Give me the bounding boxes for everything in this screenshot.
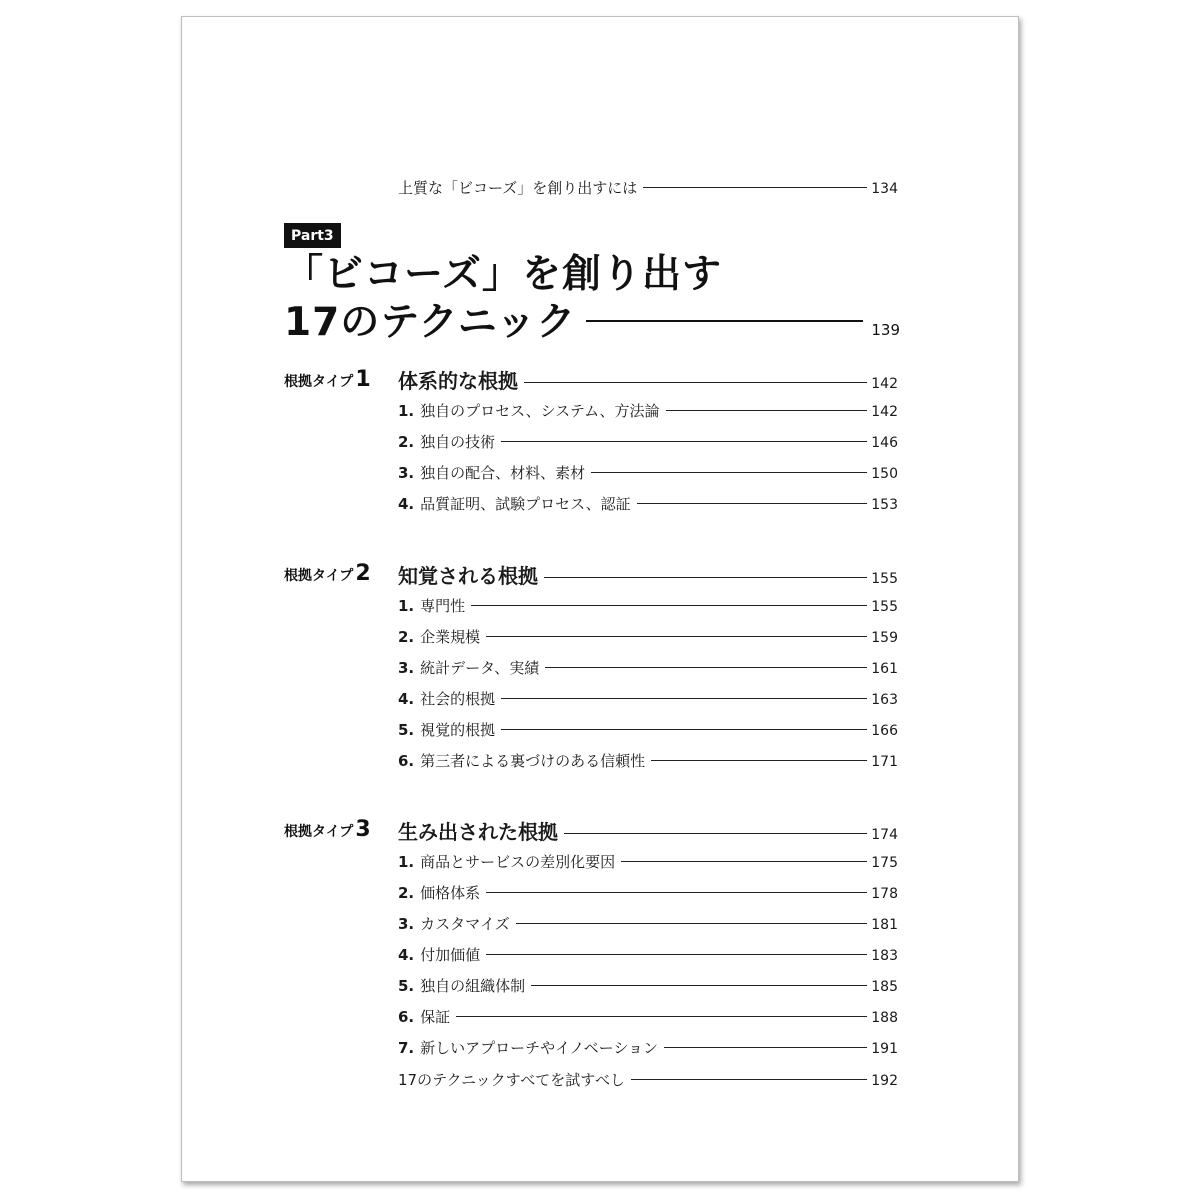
entry-number: 4.: [398, 690, 415, 708]
toc-entry[interactable]: [398, 944, 898, 965]
dot-leader: [643, 187, 867, 188]
part-tag: Part3: [284, 223, 341, 248]
dot-leader: [501, 441, 867, 442]
section-title: 体系的な根拠: [398, 369, 518, 393]
toc-page-number: 174: [871, 827, 898, 843]
entry-number: 4.: [398, 495, 415, 513]
dot-leader: [545, 667, 867, 668]
section-label: [284, 367, 371, 392]
dot-leader: [471, 605, 867, 606]
toc-page-number: 171: [871, 754, 898, 770]
dot-leader: [486, 954, 867, 955]
toc-entry[interactable]: [398, 657, 898, 678]
dot-leader: [501, 698, 867, 699]
entry-number: 5.: [398, 977, 415, 995]
entry-number: 2.: [398, 433, 415, 451]
section-heading[interactable]: [398, 560, 898, 589]
toc-entry-text: 17のテクニックすべてを試すべし: [398, 1071, 625, 1089]
section-label: [284, 817, 371, 842]
entry-number: 7.: [398, 1039, 415, 1057]
dot-leader: [631, 1079, 867, 1080]
toc-entry-text: 専門性: [420, 597, 466, 615]
toc-page-number: 155: [871, 599, 898, 615]
toc-page-number: 183: [871, 948, 898, 964]
section-heading[interactable]: [398, 365, 898, 394]
toc-page-number: 178: [871, 886, 898, 902]
toc-entry[interactable]: [398, 851, 898, 872]
dot-leader: [591, 472, 867, 473]
toc-page-number: 155: [871, 571, 898, 587]
entry-number: 6.: [398, 1008, 415, 1026]
dot-leader: [486, 636, 867, 637]
dot-leader: [531, 985, 867, 986]
toc-entry-text: 独自の技術: [420, 433, 496, 451]
section-number: 1: [355, 367, 371, 392]
toc-entry-text: 企業規模: [420, 628, 481, 646]
toc-page-number: 163: [871, 692, 898, 708]
section-title: 生み出された根拠: [398, 820, 558, 844]
toc-page-number: 153: [871, 497, 898, 513]
dot-leader: [516, 923, 868, 924]
toc-entry-intro[interactable]: [398, 177, 898, 198]
toc-page-number: 146: [871, 435, 898, 451]
entry-number: 2.: [398, 884, 415, 902]
toc-entry-text: 視覚的根拠: [420, 721, 496, 739]
toc-entry[interactable]: [398, 626, 898, 647]
toc-entry-text: 独自のプロセス、システム、方法論: [420, 402, 660, 420]
toc-entry-text: 新しいアプローチやイノベーション: [420, 1039, 659, 1057]
part-title-row[interactable]: [284, 299, 900, 347]
toc-entry-closing[interactable]: [398, 1069, 898, 1090]
toc-page-number: 191: [871, 1041, 898, 1057]
toc-entry-text: 付加価値: [420, 946, 481, 964]
toc-page-number: 181: [871, 917, 898, 933]
entry-number: 5.: [398, 721, 415, 739]
toc-entry[interactable]: [398, 719, 898, 740]
dot-leader: [544, 577, 867, 578]
toc-entry-text: 第三者による裏づけのある信頼性: [420, 752, 646, 770]
dot-leader: [586, 320, 863, 322]
toc-entry-text: カスタマイズ: [420, 915, 510, 933]
toc-entry[interactable]: [398, 913, 898, 934]
entry-number: 1.: [398, 597, 415, 615]
entry-number: 3.: [398, 464, 415, 482]
dot-leader: [501, 729, 867, 730]
dot-leader: [564, 833, 867, 834]
toc-entry[interactable]: [398, 462, 898, 483]
entry-number: 3.: [398, 915, 415, 933]
section-label-text: 根拠タイプ: [284, 374, 354, 390]
book-page: [181, 16, 1019, 1182]
toc-page-number: 134: [871, 181, 898, 197]
dot-leader: [664, 1047, 867, 1048]
entry-number: 4.: [398, 946, 415, 964]
toc-entry-text: 価格体系: [420, 884, 481, 902]
dot-leader: [621, 861, 867, 862]
toc-page-number: 142: [871, 376, 898, 392]
toc-entry[interactable]: [398, 400, 898, 421]
toc-entry[interactable]: [398, 595, 898, 616]
toc-entry-text: 独自の配合、材料、素材: [420, 464, 586, 482]
section-label-text: 根拠タイプ: [284, 824, 354, 840]
toc-entry[interactable]: [398, 750, 898, 771]
toc-entry[interactable]: [398, 493, 898, 514]
part-title-line1: 「ビコーズ」を創り出す: [284, 252, 723, 297]
toc-entry[interactable]: [398, 431, 898, 452]
toc-page-number: 159: [871, 630, 898, 646]
dot-leader: [486, 892, 867, 893]
toc-page-number: 166: [871, 723, 898, 739]
toc-page-number: 161: [871, 661, 898, 677]
section-title: 知覚される根拠: [398, 564, 538, 588]
toc-page-number: 150: [871, 466, 898, 482]
toc-entry-text: 保証: [420, 1008, 451, 1026]
section-number: 3: [355, 817, 371, 842]
section-number: 2: [355, 561, 371, 586]
toc-entry-text: 統計データ、実績: [420, 659, 540, 677]
toc-page-number: 192: [871, 1073, 898, 1089]
toc-entry[interactable]: [398, 688, 898, 709]
toc-page-number: 185: [871, 979, 898, 995]
entry-number: 6.: [398, 752, 415, 770]
dot-leader: [666, 410, 868, 411]
toc-entry[interactable]: [398, 882, 898, 903]
toc-entry-text: 独自の組織体制: [420, 977, 526, 995]
entry-number: 1.: [398, 853, 415, 871]
toc-page-number: 188: [871, 1010, 898, 1026]
dot-leader: [637, 503, 868, 504]
toc-entry-text: 上質な「ビコーズ」を創り出すには: [398, 179, 638, 197]
section-label-text: 根拠タイプ: [284, 568, 354, 584]
toc-entry-text: 商品とサービスの差別化要因: [420, 853, 616, 871]
entry-number: 3.: [398, 659, 415, 677]
dot-leader: [524, 382, 867, 383]
toc-entry[interactable]: [398, 975, 898, 996]
part-title-line2: 17のテクニック: [284, 300, 577, 345]
toc-page-number: 142: [871, 404, 898, 420]
toc-entry[interactable]: [398, 1006, 898, 1027]
section-heading[interactable]: [398, 816, 898, 845]
toc-entry-text: 品質証明、試験プロセス、認証: [420, 495, 631, 513]
toc-entry-text: 社会的根拠: [420, 690, 496, 708]
section-label: [284, 561, 371, 586]
entry-number: 1.: [398, 402, 415, 420]
toc-entry[interactable]: [398, 1037, 898, 1058]
entry-number: 2.: [398, 628, 415, 646]
toc-page-number: 175: [871, 855, 898, 871]
toc-page-number: 139: [871, 321, 900, 339]
dot-leader: [651, 760, 867, 761]
dot-leader: [456, 1016, 867, 1017]
